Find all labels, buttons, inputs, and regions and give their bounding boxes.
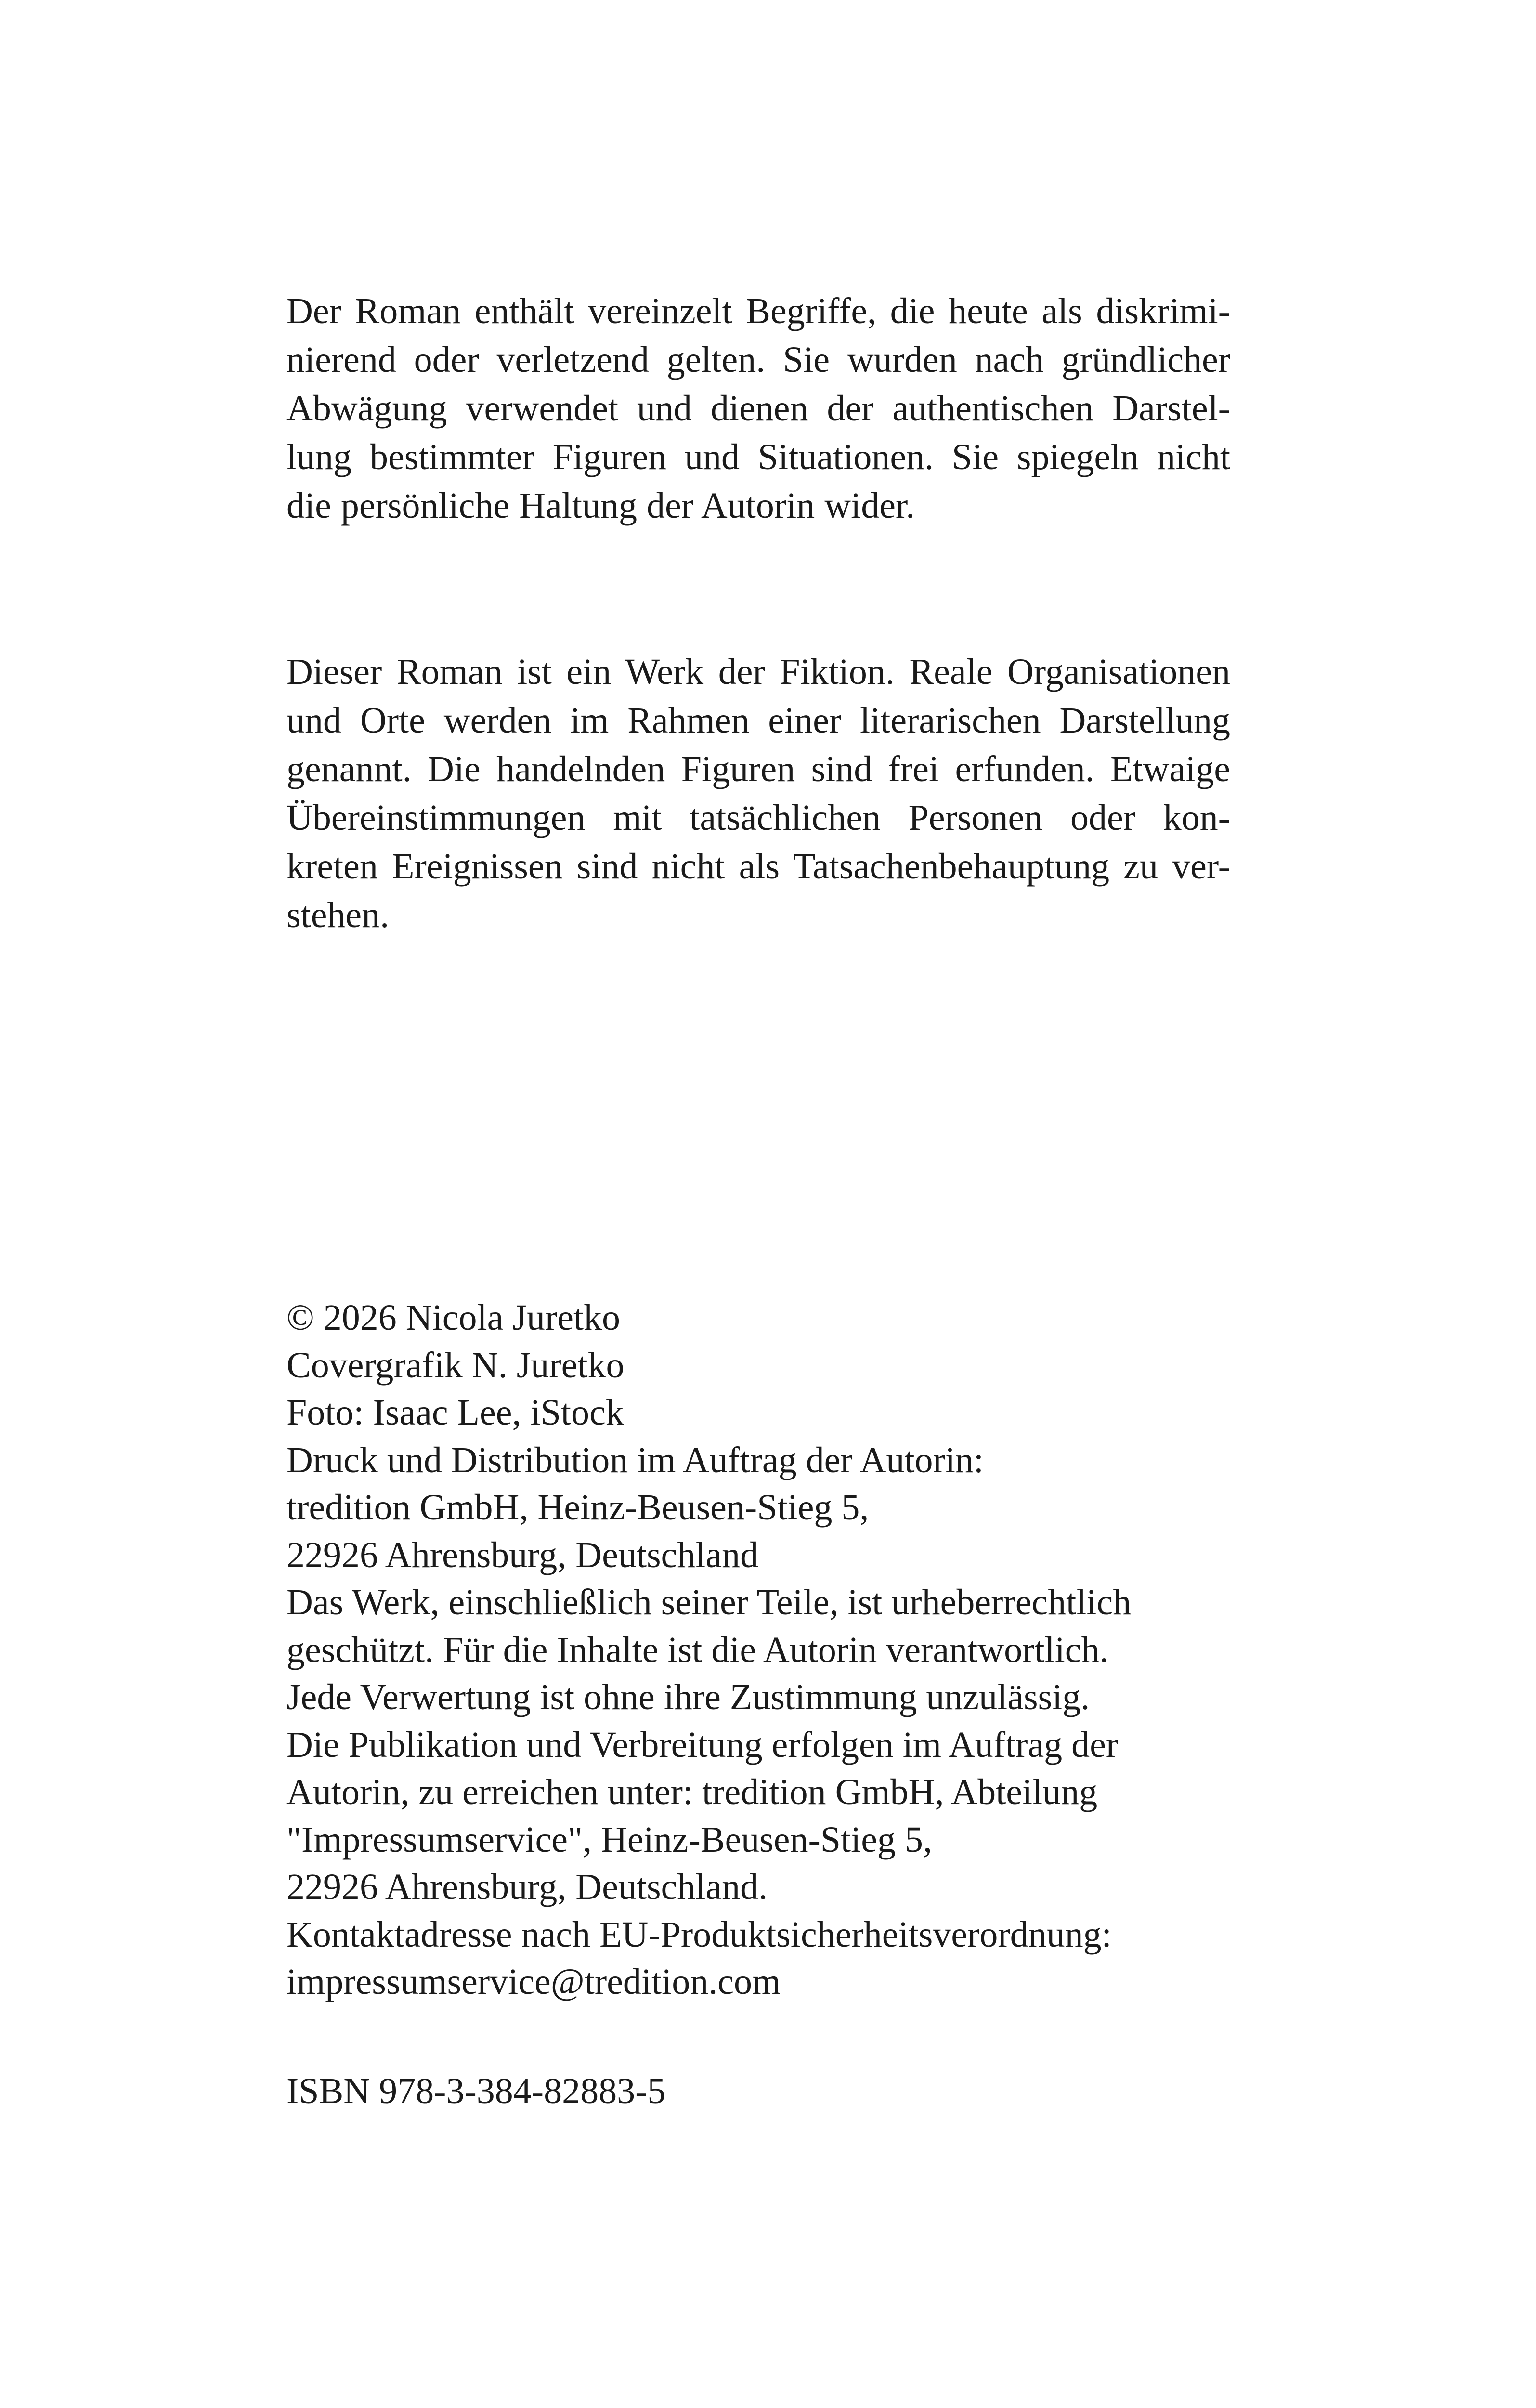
photo-credit-line: Foto: Isaac Lee, iStock xyxy=(286,1392,624,1433)
fiction-disclaimer-text xyxy=(286,648,1230,940)
cover-credit-line: Covergrafik N. Juretko xyxy=(286,1345,625,1386)
text-line: die persönliche Haltung der Autorin wider. xyxy=(286,485,915,526)
text-line: nierend oder verletzend gelten. Sie wurden nach gründlicher xyxy=(286,340,1230,380)
isbn-block xyxy=(286,2068,1230,2115)
text-line: Der Roman enthält vereinzelt Begriffe, die heute als diskrimi- xyxy=(286,291,1230,331)
imprint-block xyxy=(286,1294,1230,2006)
imprint-line: tredition GmbH, Heinz-Beusen-Stieg 5, xyxy=(286,1487,869,1528)
imprint-line: "Impressumservice", Heinz-Beusen-Stieg 5, xyxy=(286,1819,933,1860)
imprint-line: Das Werk, einschließlich seiner Teile, ist urheberrechtlich xyxy=(286,1582,1132,1623)
isbn-number: ISBN 978-3-384-82883-5 xyxy=(286,2071,666,2111)
imprint-line: Jede Verwertung ist ohne ihre Zustimmung unzulässig. xyxy=(286,1677,1090,1717)
text-line: Dieser Roman ist ein Werk der Fiktion. Reale Organisationen xyxy=(286,652,1230,692)
text-line: genannt. Die handelnden Figuren sind frei erfunden. Etwaige xyxy=(286,749,1230,789)
text-line: Abwägung verwendet und dienen der authentischen Darstel- xyxy=(286,388,1230,429)
imprint-line: Autorin, zu erreichen unter: tredition GmbH, Abteilung xyxy=(286,1772,1098,1812)
text-line: Übereinstimmungen mit tatsächlichen Personen oder kon- xyxy=(286,798,1230,838)
content-note-text xyxy=(286,287,1230,530)
copyright-line: © 2026 Nicola Juretko xyxy=(286,1297,621,1338)
text-line: kreten Ereignissen sind nicht als Tatsachenbehauptung zu ver- xyxy=(286,846,1230,887)
text-line: lung bestimmter Figuren und Situationen. Sie spiegeln nicht xyxy=(286,437,1230,477)
imprint-line: 22926 Ahrensburg, Deutschland. xyxy=(286,1867,768,1907)
content-note-paragraph xyxy=(286,287,1230,530)
imprint-line: Die Publikation und Verbreitung erfolgen im Auftrag der xyxy=(286,1724,1119,1765)
imprint-line: geschützt. Für die Inhalte ist die Autorin verantwortlich. xyxy=(286,1629,1109,1670)
imprint-line: Kontaktadresse nach EU-Produktsicherheitsverordnung: xyxy=(286,1914,1112,1955)
imprint-line: Druck und Distribution im Auftrag der Autorin: xyxy=(286,1440,984,1480)
text-line: und Orte werden im Rahmen einer literarischen Darstellung xyxy=(286,700,1230,741)
text-line: stehen. xyxy=(286,895,390,935)
fiction-disclaimer-paragraph xyxy=(286,648,1230,940)
contact-email: impressumservice@tredition.com xyxy=(286,1962,781,2002)
imprint-line: 22926 Ahrensburg, Deutschland xyxy=(286,1534,759,1575)
